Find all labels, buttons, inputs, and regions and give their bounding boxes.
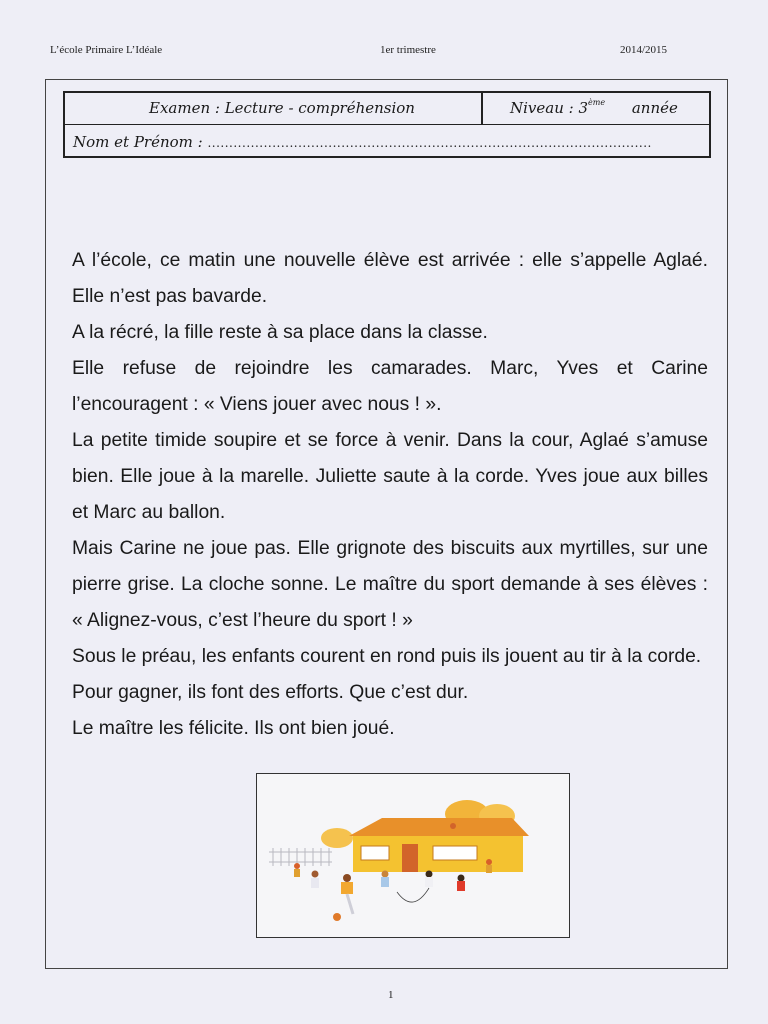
level-suffix: année	[631, 99, 678, 117]
level-superscript: ème	[588, 98, 606, 107]
paragraph: Pour gagner, ils font des efforts. Que c’est dur.	[72, 682, 469, 703]
school-window	[433, 846, 477, 860]
paragraph: Sous le préau, les enfants courent en rond puis ils jouent au tir à la corde.	[72, 646, 702, 667]
title-row	[65, 93, 709, 125]
school-window	[361, 846, 389, 860]
school-yard-drawing	[257, 774, 568, 936]
reading-text	[72, 243, 708, 747]
school-roof	[349, 818, 529, 836]
school-year: 2014/2015	[620, 44, 668, 56]
page-number: 1	[388, 989, 394, 1001]
paragraph: Le maître les félicite. Ils ont bien joué.	[72, 718, 395, 739]
fence	[269, 848, 332, 866]
jump-rope	[397, 888, 429, 902]
name-label: Nom et Prénom :	[73, 133, 203, 151]
level-text: Niveau : 3	[510, 99, 589, 117]
paragraph: La petite timide soupire et se force à venir. Dans la cour, Aglaé s’amuse bien. Elle joue à la marelle. Juliette saute à la corde. Yves joue aux billes et Marc au ballon.	[72, 430, 708, 523]
school-name: L’école Primaire L’Idéale	[50, 44, 163, 56]
name-dots: .......................................................................................................	[207, 136, 652, 150]
school-door	[402, 844, 418, 872]
name-field[interactable]	[65, 133, 709, 151]
term-label: 1er trimestre	[380, 44, 436, 56]
ball	[333, 913, 341, 921]
tree-foliage	[321, 828, 353, 848]
title-divider	[481, 93, 483, 124]
level-label	[510, 99, 678, 117]
school-bell	[450, 823, 456, 829]
paragraph: A l’école, ce matin une nouvelle élève est arrivée : elle s’appelle Aglaé. Elle n’est pas bavarde.	[72, 250, 708, 307]
paragraph: A la récré, la fille reste à sa place dans la classe.	[72, 322, 488, 343]
paragraph: Elle refuse de rejoindre les camarades. Marc, Yves et Carine l’encouragent : « Viens jouer avec nous ! ».	[72, 358, 708, 415]
title-box	[63, 91, 711, 158]
school-illustration	[256, 773, 570, 938]
exam-title: Examen : Lecture - compréhension	[149, 99, 415, 117]
paragraph: Mais Carine ne joue pas. Elle grignote des biscuits aux myrtilles, sur une pierre grise. La cloche sonne. Le maître du sport demande à ses élèves : « Alignez-vous, c’est l’heure du sport ! »	[72, 538, 708, 631]
